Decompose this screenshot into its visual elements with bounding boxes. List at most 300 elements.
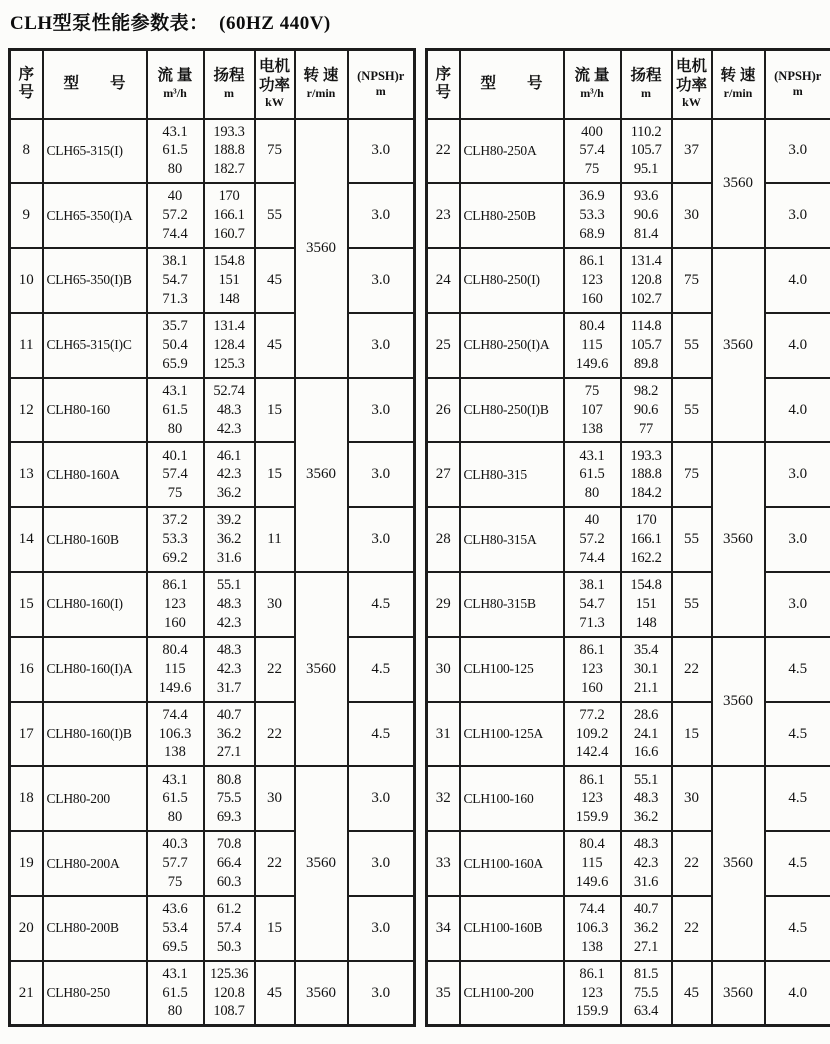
- head-value: 31.6: [633, 874, 659, 891]
- flow-value: 61.5: [162, 790, 188, 807]
- cell-speed: 3560: [712, 637, 765, 767]
- head-value: 128.4: [213, 336, 245, 353]
- flow-value: 123: [581, 660, 603, 677]
- table-row: [427, 702, 830, 767]
- cell-speed: 3560: [295, 378, 348, 572]
- cell-power: 15: [255, 378, 295, 443]
- cell-power: 45: [255, 313, 295, 378]
- flow-value: 57.4: [579, 142, 605, 159]
- head-value: 80.8: [216, 771, 242, 788]
- flow-value: 53.4: [162, 920, 188, 937]
- cell-seq: 26: [427, 378, 460, 443]
- cell-npsh: 3.0: [348, 442, 415, 507]
- cell-npsh: 3.0: [348, 313, 415, 378]
- cell-npsh: 3.0: [765, 119, 830, 184]
- cell-speed: 3560: [295, 572, 348, 766]
- flow-value: 57.2: [579, 531, 605, 548]
- cell-flow: [147, 183, 204, 248]
- cell-head: [204, 766, 255, 831]
- head-value: 52.74: [213, 382, 245, 399]
- flow-value: 149.6: [575, 874, 609, 891]
- flow-value: 54.7: [162, 272, 188, 289]
- table-row: [10, 442, 415, 507]
- page-title: CLH型泵性能参数表： (60HZ 440V): [10, 13, 331, 34]
- flow-value: 74.4: [162, 226, 188, 243]
- flow-value: 74.4: [579, 550, 605, 567]
- cell-head: [204, 637, 255, 702]
- flow-value: 35.7: [162, 318, 188, 335]
- cell-model: CLH100-160B: [460, 896, 564, 961]
- table-row: [427, 313, 830, 378]
- flow-value: 75: [167, 874, 183, 891]
- flow-value: 61.5: [162, 142, 188, 159]
- flow-value: 53.3: [162, 531, 188, 548]
- head-value: 90.6: [633, 401, 659, 418]
- pump-table-left: [8, 48, 416, 1027]
- cell-power: 22: [255, 637, 295, 702]
- cell-speed: 3560: [712, 766, 765, 960]
- table-row: [10, 378, 415, 443]
- flow-value: 61.5: [162, 984, 188, 1001]
- cell-npsh: 3.0: [348, 831, 415, 896]
- flow-value: 149.6: [158, 679, 192, 696]
- flow-value: 400: [581, 123, 603, 140]
- cell-npsh: 3.0: [765, 507, 830, 572]
- header-row: [10, 50, 415, 119]
- flow-value: 138: [164, 744, 186, 761]
- flow-value: 160: [581, 679, 603, 696]
- cell-model: CLH80-250(I)B: [460, 378, 564, 443]
- cell-model: CLH80-315A: [460, 507, 564, 572]
- cell-power: 22: [255, 831, 295, 896]
- head-value: 60.3: [216, 874, 242, 891]
- head-value: 75.5: [216, 790, 242, 807]
- flow-value: 86.1: [162, 577, 188, 594]
- head-value: 66.4: [216, 855, 242, 872]
- cell-npsh: 3.0: [348, 248, 415, 313]
- cell-seq: 8: [10, 119, 43, 184]
- cell-flow: [564, 248, 621, 313]
- flow-value: 53.3: [579, 207, 605, 224]
- flow-value: 123: [581, 984, 603, 1001]
- cell-head: [204, 183, 255, 248]
- cell-head: [621, 896, 672, 961]
- flow-value: 43.6: [162, 901, 188, 918]
- flow-value: 75: [584, 161, 600, 178]
- cell-head: [204, 572, 255, 637]
- cell-npsh: 4.5: [765, 896, 830, 961]
- cell-model: CLH80-250: [43, 961, 147, 1026]
- table-row: [10, 572, 415, 637]
- cell-flow: [147, 637, 204, 702]
- cell-seq: 33: [427, 831, 460, 896]
- cell-power: 30: [255, 572, 295, 637]
- cell-head: [204, 378, 255, 443]
- head-value: 105.7: [630, 142, 662, 159]
- flow-value: 160: [581, 290, 603, 307]
- flow-value: 106.3: [158, 725, 192, 742]
- cell-flow: [147, 507, 204, 572]
- flow-value: 43.1: [162, 382, 188, 399]
- cell-npsh: 4.5: [765, 637, 830, 702]
- cell-head: [621, 702, 672, 767]
- flow-value: 69.5: [162, 938, 188, 955]
- header-npsh: [765, 50, 830, 119]
- flow-value: 43.1: [162, 123, 188, 140]
- head-value: 40.7: [633, 901, 659, 918]
- header-head-unit: m: [641, 86, 651, 101]
- cell-flow: [564, 507, 621, 572]
- cell-seq: 28: [427, 507, 460, 572]
- head-value: 160.7: [213, 226, 245, 243]
- cell-head: [204, 442, 255, 507]
- cell-npsh: 4.0: [765, 378, 830, 443]
- head-value: 36.2: [216, 531, 242, 548]
- flow-value: 123: [581, 272, 603, 289]
- cell-model: CLH100-160: [460, 766, 564, 831]
- head-value: 42.3: [216, 466, 242, 483]
- cell-model: CLH80-160: [43, 378, 147, 443]
- cell-seq: 30: [427, 637, 460, 702]
- cell-seq: 27: [427, 442, 460, 507]
- cell-speed: 3560: [295, 119, 348, 378]
- head-value: 42.3: [633, 855, 659, 872]
- cell-npsh: 3.0: [348, 507, 415, 572]
- cell-model: CLH80-160B: [43, 507, 147, 572]
- flow-value: 138: [581, 938, 603, 955]
- flow-value: 68.9: [579, 226, 605, 243]
- head-value: 77: [639, 420, 653, 437]
- header-head: [204, 50, 255, 119]
- cell-model: CLH80-250A: [460, 119, 564, 184]
- cell-head: [621, 507, 672, 572]
- head-value: 125.36: [209, 965, 249, 982]
- flow-value: 159.9: [575, 1003, 609, 1020]
- head-value: 61.2: [216, 901, 242, 918]
- head-value: 48.3: [216, 401, 242, 418]
- head-value: 95.1: [633, 161, 659, 178]
- tables-container: [8, 48, 822, 1027]
- head-value: 154.8: [630, 577, 662, 594]
- flow-value: 77.2: [579, 706, 605, 723]
- cell-flow: [147, 961, 204, 1026]
- header-npsh-unit: m: [375, 84, 386, 99]
- cell-model: CLH80-160(I)B: [43, 702, 147, 767]
- cell-seq: 18: [10, 766, 43, 831]
- cell-power: 55: [672, 313, 712, 378]
- table-row: [10, 183, 415, 248]
- header-head-unit: m: [224, 86, 234, 101]
- head-value: 21.1: [633, 679, 659, 696]
- header-head-label: 扬程: [213, 67, 245, 85]
- cell-model: CLH100-160A: [460, 831, 564, 896]
- cell-speed: 3560: [295, 766, 348, 960]
- head-value: 166.1: [630, 531, 662, 548]
- cell-head: [204, 313, 255, 378]
- cell-power: 55: [255, 183, 295, 248]
- head-value: 36.2: [633, 920, 659, 937]
- head-value: 89.8: [633, 355, 659, 372]
- flow-value: 50.4: [162, 336, 188, 353]
- flow-value: 40: [167, 188, 183, 205]
- head-value: 42.3: [216, 420, 242, 437]
- cell-power: 22: [255, 702, 295, 767]
- cell-flow: [564, 896, 621, 961]
- table-row: [427, 766, 830, 831]
- table-row: [427, 248, 830, 313]
- flow-value: 36.9: [579, 188, 605, 205]
- cell-power: 37: [672, 119, 712, 184]
- flow-value: 106.3: [575, 920, 609, 937]
- header-npsh: [348, 50, 415, 119]
- cell-flow: [147, 378, 204, 443]
- cell-power: 30: [255, 766, 295, 831]
- flow-value: 40.1: [162, 447, 188, 464]
- head-value: 24.1: [633, 725, 659, 742]
- table-row: [427, 896, 830, 961]
- cell-model: CLH65-350(I)B: [43, 248, 147, 313]
- cell-seq: 14: [10, 507, 43, 572]
- head-value: 81.4: [633, 226, 659, 243]
- flow-value: 43.1: [162, 771, 188, 788]
- cell-model: CLH80-250(I)A: [460, 313, 564, 378]
- table-row: [427, 831, 830, 896]
- head-value: 46.1: [216, 447, 242, 464]
- cell-power: 22: [672, 637, 712, 702]
- cell-seq: 20: [10, 896, 43, 961]
- head-value: 182.7: [213, 161, 245, 178]
- cell-npsh: 4.0: [765, 248, 830, 313]
- head-value: 151: [218, 272, 240, 289]
- table-row: [10, 248, 415, 313]
- head-value: 81.5: [633, 965, 659, 982]
- flow-value: 75: [584, 382, 600, 399]
- cell-head: [621, 766, 672, 831]
- header-seq: [427, 50, 460, 119]
- cell-seq: 25: [427, 313, 460, 378]
- head-value: 162.2: [630, 550, 662, 567]
- header-head-label: 扬程: [630, 67, 662, 85]
- cell-speed: 3560: [712, 119, 765, 249]
- flow-value: 138: [581, 420, 603, 437]
- header-power-label: 功率: [675, 76, 707, 94]
- cell-power: 75: [672, 442, 712, 507]
- head-value: 98.2: [633, 382, 659, 399]
- flow-value: 142.4: [575, 744, 609, 761]
- head-value: 110.2: [630, 123, 662, 140]
- flow-value: 43.1: [162, 965, 188, 982]
- table-row: [10, 896, 415, 961]
- header-power-label: 电机: [258, 58, 290, 76]
- table-row: [427, 183, 830, 248]
- head-value: 28.6: [633, 706, 659, 723]
- cell-flow: [564, 313, 621, 378]
- cell-npsh: 3.0: [348, 896, 415, 961]
- flow-value: 80: [584, 485, 600, 502]
- flow-value: 38.1: [579, 577, 605, 594]
- header-model-label: 型 号: [63, 74, 126, 92]
- head-value: 131.4: [630, 253, 662, 270]
- flow-value: 71.3: [579, 614, 605, 631]
- flow-value: 65.9: [162, 355, 188, 372]
- cell-head: [204, 507, 255, 572]
- header-npsh-unit: m: [792, 84, 803, 99]
- cell-speed: 3560: [712, 248, 765, 442]
- head-value: 42.3: [216, 660, 242, 677]
- flow-value: 80.4: [162, 642, 188, 658]
- cell-seq: 21: [10, 961, 43, 1026]
- header-flow: [147, 50, 204, 119]
- table-row: [427, 572, 830, 637]
- header-seq-label: 序: [435, 65, 451, 83]
- cell-power: 45: [255, 248, 295, 313]
- cell-head: [621, 831, 672, 896]
- head-value: 151: [635, 596, 657, 613]
- cell-seq: 23: [427, 183, 460, 248]
- cell-flow: [564, 637, 621, 702]
- cell-seq: 16: [10, 637, 43, 702]
- head-value: 120.8: [630, 272, 662, 289]
- cell-model: CLH80-315B: [460, 572, 564, 637]
- head-value: 31.7: [216, 679, 242, 696]
- cell-flow: [147, 572, 204, 637]
- head-value: 70.8: [216, 836, 242, 853]
- table-row: [10, 831, 415, 896]
- cell-speed: 3560: [712, 442, 765, 636]
- head-value: 36.2: [216, 485, 242, 502]
- cell-npsh: 4.5: [348, 637, 415, 702]
- header-seq-label: 序: [18, 65, 34, 83]
- cell-model: CLH65-315(I)C: [43, 313, 147, 378]
- flow-value: 115: [581, 336, 603, 353]
- cell-model: CLH80-160A: [43, 442, 147, 507]
- cell-model: CLH100-125: [460, 637, 564, 702]
- cell-npsh: 4.5: [765, 831, 830, 896]
- head-value: 105.7: [630, 336, 662, 353]
- header-speed: [712, 50, 765, 119]
- cell-npsh: 3.0: [348, 961, 415, 1026]
- cell-seq: 32: [427, 766, 460, 831]
- cell-model: CLH80-160(I): [43, 572, 147, 637]
- cell-npsh: 3.0: [348, 766, 415, 831]
- table-row: [427, 119, 830, 184]
- cell-seq: 17: [10, 702, 43, 767]
- flow-value: 159.9: [575, 809, 609, 826]
- cell-power: 75: [672, 248, 712, 313]
- header-speed: [295, 50, 348, 119]
- flow-value: 80: [167, 1003, 183, 1020]
- header-model-label: 型 号: [480, 74, 543, 92]
- flow-value: 74.4: [579, 901, 605, 918]
- flow-value: 80: [167, 420, 183, 437]
- cell-npsh: 3.0: [348, 378, 415, 443]
- header-seq-label: 号: [435, 84, 451, 102]
- head-value: 125.3: [213, 355, 245, 372]
- table-row: [427, 378, 830, 443]
- flow-value: 40: [584, 512, 600, 529]
- flow-value: 86.1: [579, 965, 605, 982]
- cell-npsh: 4.5: [348, 572, 415, 637]
- header-power-unit: kW: [265, 95, 284, 110]
- cell-model: CLH80-200: [43, 766, 147, 831]
- flow-value: 80.4: [579, 318, 605, 335]
- head-value: 188.8: [213, 142, 245, 159]
- cell-seq: 19: [10, 831, 43, 896]
- cell-npsh: 4.5: [765, 766, 830, 831]
- header-seq: [10, 50, 43, 119]
- cell-flow: [564, 378, 621, 443]
- cell-model: CLH100-200: [460, 961, 564, 1026]
- flow-value: 123: [164, 596, 186, 613]
- flow-value: 57.2: [162, 207, 188, 224]
- head-value: 39.2: [216, 512, 242, 529]
- cell-head: [621, 119, 672, 184]
- head-value: 108.7: [213, 1003, 245, 1020]
- cell-model: CLH65-315(I): [43, 119, 147, 184]
- flow-value: 160: [164, 614, 186, 631]
- cell-power: 30: [672, 766, 712, 831]
- flow-value: 109.2: [575, 725, 609, 742]
- head-value: 42.3: [216, 614, 242, 631]
- cell-head: [204, 831, 255, 896]
- header-speed-label: 转 速: [303, 67, 339, 85]
- header-power: [255, 50, 295, 119]
- cell-flow: [147, 119, 204, 184]
- cell-model: CLH80-315: [460, 442, 564, 507]
- flow-value: 43.1: [579, 447, 605, 464]
- cell-seq: 11: [10, 313, 43, 378]
- cell-power: 11: [255, 507, 295, 572]
- cell-flow: [564, 119, 621, 184]
- header-flow-label: 流 量: [574, 67, 610, 85]
- cell-power: 22: [672, 831, 712, 896]
- cell-seq: 24: [427, 248, 460, 313]
- cell-flow: [564, 183, 621, 248]
- table-row: [10, 637, 415, 702]
- cell-model: CLH80-250(I): [460, 248, 564, 313]
- cell-seq: 13: [10, 442, 43, 507]
- flow-value: 37.2: [162, 512, 188, 529]
- cell-seq: 10: [10, 248, 43, 313]
- flow-value: 71.3: [162, 290, 188, 307]
- head-value: 154.8: [213, 253, 245, 270]
- cell-flow: [564, 766, 621, 831]
- head-value: 48.3: [633, 836, 659, 853]
- header-speed-unit: r/min: [723, 86, 753, 101]
- cell-flow: [147, 248, 204, 313]
- cell-head: [204, 961, 255, 1026]
- flow-value: 149.6: [575, 355, 609, 372]
- cell-head: [621, 442, 672, 507]
- head-value: 55.1: [216, 577, 242, 594]
- cell-npsh: 4.0: [765, 961, 830, 1026]
- table-row: [427, 442, 830, 507]
- cell-npsh: 4.0: [765, 313, 830, 378]
- cell-power: 15: [255, 442, 295, 507]
- header-flow-unit: m³/h: [580, 86, 604, 101]
- flow-value: 38.1: [162, 253, 188, 270]
- table-row: [10, 313, 415, 378]
- head-value: 35.4: [633, 642, 659, 658]
- head-value: 31.6: [216, 550, 242, 567]
- flow-value: 80: [167, 809, 183, 826]
- cell-model: CLH80-200B: [43, 896, 147, 961]
- head-value: 188.8: [630, 466, 662, 483]
- cell-npsh: 3.0: [348, 183, 415, 248]
- head-value: 102.7: [630, 290, 662, 307]
- head-value: 148: [635, 614, 657, 631]
- cell-npsh: 3.0: [765, 572, 830, 637]
